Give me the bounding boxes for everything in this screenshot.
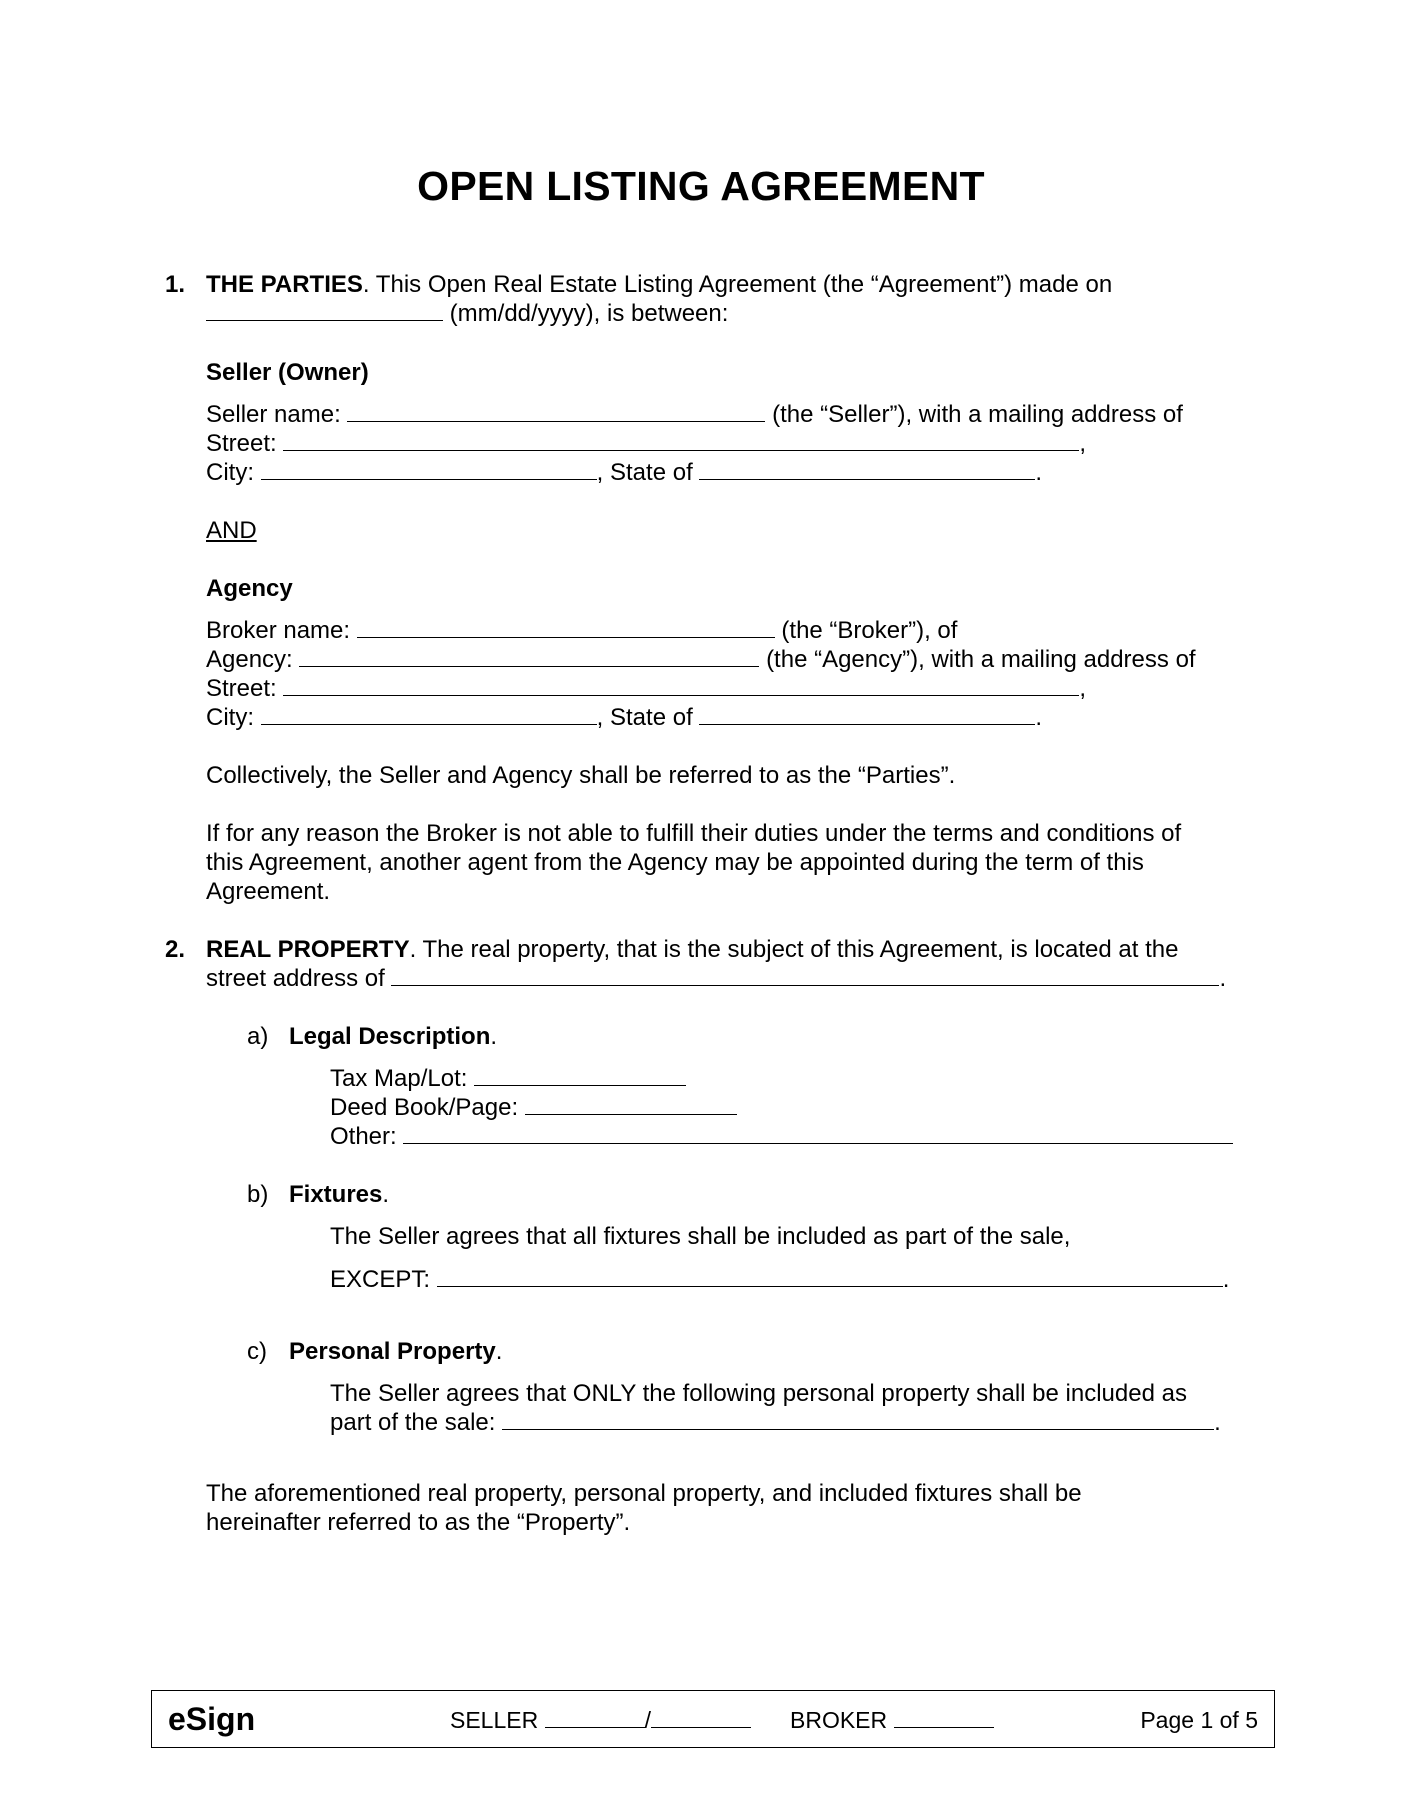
- fixtures-except-period: .: [1222, 1266, 1230, 1293]
- seller-initials-slash: /: [644, 1707, 651, 1733]
- agency-city-field[interactable]: [261, 704, 597, 725]
- fixtures-heading-line: [289, 1180, 389, 1209]
- broker-initials-line: [790, 1706, 994, 1734]
- section-2-intro-text: . The real property, that is the subject of this Agreement, is located at the: [409, 936, 1179, 963]
- agency-city-period: .: [1035, 704, 1043, 731]
- agency-state-label: , State of: [596, 704, 693, 731]
- personal-property-list-line: [330, 1408, 1221, 1437]
- seller-street-label: Street:: [206, 430, 277, 457]
- section-2-number: 2.: [165, 936, 186, 963]
- tax-map-label: Tax Map/Lot:: [330, 1065, 468, 1092]
- seller-street-line: [206, 429, 1086, 458]
- fixtures-letter: b): [247, 1181, 269, 1208]
- legal-other-line: [330, 1122, 1233, 1151]
- section-1-intro-line: [206, 270, 1112, 299]
- agency-name-suffix: (the “Agency”), with a mailing address of: [766, 646, 1196, 673]
- property-definition-line-2: hereinafter referred to as the “Property”.: [206, 1509, 631, 1536]
- agency-street-field[interactable]: [283, 675, 1079, 696]
- page-number: Page 1 of 5: [1140, 1707, 1258, 1733]
- parties-definition: Collectively, the Seller and Agency shall be referred to as the “Parties”.: [206, 762, 956, 789]
- fixtures-period: .: [382, 1181, 390, 1208]
- agency-name-line: [206, 645, 1196, 674]
- seller-heading: Seller (Owner): [206, 359, 369, 386]
- broker-replacement-line-1: If for any reason the Broker is not able to fulfill their duties under the terms and conditions of: [206, 820, 1182, 847]
- seller-name-line: [206, 400, 1183, 429]
- seller-street-field[interactable]: [283, 430, 1079, 451]
- seller-initials-field-2[interactable]: [651, 1708, 751, 1728]
- property-address-label: street address of: [206, 965, 385, 992]
- seller-initials-field-1[interactable]: [545, 1708, 645, 1728]
- personal-property-list-field[interactable]: [502, 1409, 1214, 1430]
- tax-map-field[interactable]: [474, 1065, 686, 1086]
- broker-name-line: [206, 616, 957, 645]
- personal-property-period: .: [495, 1338, 503, 1365]
- agency-city-label: City:: [206, 704, 254, 731]
- section-1-heading: THE PARTIES: [206, 271, 363, 298]
- broker-name-label: Broker name:: [206, 617, 351, 644]
- personal-property-heading: Personal Property: [289, 1338, 496, 1365]
- and-connector: AND: [206, 517, 257, 544]
- broker-initials-field[interactable]: [894, 1708, 994, 1728]
- legal-description-heading: Legal Description: [289, 1023, 491, 1050]
- property-definition-line-1: The aforementioned real property, personal property, and included fixtures shall be: [206, 1480, 1082, 1507]
- personal-property-letter: c): [247, 1338, 267, 1365]
- agency-heading: Agency: [206, 575, 293, 602]
- seller-name-field[interactable]: [347, 401, 765, 422]
- legal-description-heading-line: [289, 1022, 497, 1051]
- tax-map-line: [330, 1064, 686, 1093]
- deed-book-label: Deed Book/Page:: [330, 1094, 519, 1121]
- agency-name-label: Agency:: [206, 646, 293, 673]
- legal-description-period: .: [490, 1023, 498, 1050]
- seller-initials-line: [450, 1706, 751, 1734]
- property-address-field[interactable]: [391, 965, 1219, 986]
- agency-name-field[interactable]: [299, 646, 759, 667]
- document-title: OPEN LISTING AGREEMENT: [417, 163, 985, 209]
- property-address-period: .: [1219, 965, 1227, 992]
- section-1-number: 1.: [165, 271, 186, 298]
- section-1-intro-text: . This Open Real Estate Listing Agreement (the “Agreement”) made on: [362, 271, 1113, 298]
- personal-property-heading-line: [289, 1337, 502, 1366]
- agreement-date-line: [206, 299, 728, 328]
- fixtures-text: The Seller agrees that all fixtures shall be included as part of the sale,: [330, 1223, 1071, 1250]
- seller-name-label: Seller name:: [206, 401, 341, 428]
- agency-street-line: [206, 674, 1086, 703]
- deed-book-field[interactable]: [525, 1094, 737, 1115]
- seller-city-label: City:: [206, 459, 254, 486]
- personal-property-text: The Seller agrees that ONLY the following personal property shall be included as: [330, 1380, 1187, 1407]
- esign-logo: eSign: [168, 1701, 256, 1737]
- legal-other-field[interactable]: [403, 1123, 1233, 1144]
- broker-replacement-line-2: this Agreement, another agent from the Agency may be appointed during the term of this: [206, 849, 1144, 876]
- property-address-line: [206, 964, 1226, 993]
- fixtures-except-label: EXCEPT:: [330, 1266, 431, 1293]
- personal-property-list-period: .: [1214, 1409, 1221, 1436]
- seller-name-suffix: (the “Seller”), with a mailing address of: [772, 401, 1183, 428]
- seller-street-comma: ,: [1079, 430, 1087, 457]
- page-footer: [151, 1690, 1275, 1748]
- seller-state-field[interactable]: [699, 459, 1035, 480]
- agency-city-line: [206, 703, 1042, 732]
- broker-name-suffix: (the “Broker”), of: [781, 617, 958, 644]
- broker-replacement-line-3: Agreement.: [206, 878, 331, 905]
- seller-city-field[interactable]: [261, 459, 597, 480]
- agency-state-field[interactable]: [699, 704, 1035, 725]
- seller-city-line: [206, 458, 1042, 487]
- section-2-intro-line: [206, 935, 1178, 964]
- legal-description-letter: a): [247, 1023, 269, 1050]
- broker-name-field[interactable]: [357, 617, 775, 638]
- agency-street-label: Street:: [206, 675, 277, 702]
- deed-book-line: [330, 1093, 737, 1122]
- section-2-heading: REAL PROPERTY: [206, 936, 410, 963]
- fixtures-except-line: [330, 1265, 1229, 1294]
- seller-city-period: .: [1035, 459, 1043, 486]
- broker-initials-label: BROKER: [790, 1707, 888, 1733]
- agreement-date-field[interactable]: [206, 300, 443, 321]
- legal-other-label: Other:: [330, 1123, 397, 1150]
- seller-initials-label: SELLER: [450, 1707, 539, 1733]
- agreement-date-suffix: (mm/dd/yyyy), is between:: [449, 300, 729, 327]
- fixtures-except-field[interactable]: [437, 1266, 1223, 1287]
- personal-property-list-label: part of the sale:: [330, 1409, 496, 1436]
- seller-state-label: , State of: [596, 459, 693, 486]
- fixtures-heading: Fixtures: [289, 1181, 383, 1208]
- agency-street-comma: ,: [1079, 675, 1087, 702]
